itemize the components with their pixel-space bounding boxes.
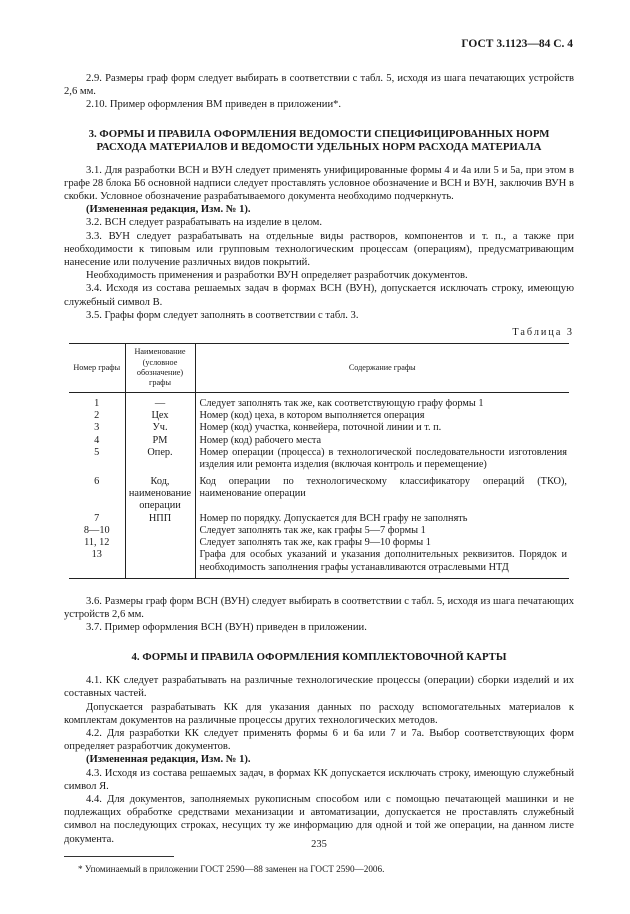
paragraph-3-2: 3.2. ВСН следует разрабатывать на изделие в целом. [86, 217, 323, 229]
paragraph-4-1: 4.1. КК следует разрабатывать на различные технологические процессы (операции) сборки изделий и их составных частей. [64, 675, 574, 700]
table-row [69, 472, 569, 513]
cell-name: Опер. [125, 447, 195, 472]
cell-number: 1 [94, 397, 100, 409]
paragraph-3-5: 3.5. Графы форм следует заполнять в соответствии с табл. 3. [86, 309, 359, 321]
cell-content: Следует заполнять так же, как графы 5—7 формы 1 [195, 525, 569, 537]
table-header-row [69, 344, 569, 393]
cell-number: 2 [94, 410, 100, 422]
cell-number: 5 [94, 447, 100, 459]
cell-name [125, 537, 195, 549]
cell-name: РМ [125, 435, 195, 447]
cell-number: 4 [94, 434, 100, 446]
paragraph-3-7: 3.7. Пример оформления ВСН (ВУН) приведен в приложении. [86, 622, 367, 634]
paragraph-2-10: 2.10. Пример оформления ВМ приведен в приложении*. [86, 99, 342, 111]
table-row [69, 537, 569, 549]
cell-content: Номер операции (процесса) в технологической последовательности изготовления изделия или ремонта изделия (включая контроль и перемещение) [195, 447, 569, 472]
page-number: 235 [311, 839, 327, 850]
cell-name: Код, наименование операции [125, 472, 195, 513]
footnote-divider [64, 856, 174, 857]
table-3 [69, 343, 569, 579]
cell-content: Номер (код) участка, конвейера, поточной линии и т. п. [195, 422, 569, 434]
paragraph-3-1: 3.1. Для разработки ВСН и ВУН следует применять унифицированные формы 4 и 4а или 5 и 5а, при этом в графе 28 блока Б6 основной надписи следует проставлять условное обозначение и ВСН и ВУН, заключив ВУН в скобки. Условное обозначение разрабатываемого документа необходимо подчеркнуть. [64, 164, 574, 203]
footnote: * Упоминаемый в приложении ГОСТ 2590—88 заменен на ГОСТ 2590—2006. [78, 863, 385, 874]
cell-content: Код операции по технологическому классификатору операций (ТКО), наименование операции [195, 472, 569, 513]
change-note-4: (Измененная редакция, Изм. № 1). [86, 754, 251, 766]
paragraph-3-4: 3.4. Исходя из состава решаемых задач в формах ВСН (ВУН), допускается исключать строку, имеющую служебный символ В. [64, 283, 574, 308]
change-note-3: (Измененная редакция, Изм. № 1). [86, 204, 251, 216]
paragraph-4-1-note: Допускается разрабатывать КК для указания данных по расходу вспомогательных материалов к комплектам документов на различные процессы других технологических методов. [64, 701, 574, 726]
section-3-title: 3. ФОРМЫ И ПРАВИЛА ОФОРМЛЕНИЯ ВЕДОМОСТИ СПЕЦИФИЦИРОВАННЫХ НОРМ РАСХОДА МАТЕРИАЛОВ И ВЕДОМОСТИ УДЕЛЬНЫХ НОРМ РАСХОДА МАТЕРИАЛА [88, 127, 550, 154]
table-row [69, 422, 569, 434]
cell-number: 6 [94, 475, 100, 487]
table-row [69, 392, 569, 410]
cell-name: Цех [125, 410, 195, 422]
table-row [69, 410, 569, 422]
column-header-number: Номер графы [69, 344, 125, 393]
cell-content: Номер (код) цеха, в котором выполняется операция [195, 410, 569, 422]
cell-number: 7 [94, 512, 100, 524]
cell-number: 8—10 [83, 524, 110, 536]
cell-name [125, 549, 195, 578]
paragraph-4-2: 4.2. Для разработки КК следует применять формы 6 и 6а или 7 и 7а. Выбор соответствующих форм определяет разработчик документов. [64, 727, 574, 753]
paragraph-2-9: 2.9. Размеры граф форм следует выбирать в соответствии с табл. 5, исходя из шага печатающих устройств 2,6 мм. [64, 73, 574, 98]
section-4-title: 4. ФОРМЫ И ПРАВИЛА ОФОРМЛЕНИЯ КОМПЛЕКТОВОЧНОЙ КАРТЫ [131, 650, 507, 663]
cell-number: 11, 12 [84, 537, 110, 549]
paragraph-3-6: 3.6. Размеры граф форм ВСН (ВУН) следует выбирать в соответствии с табл. 5, исходя из шага печатающих устройств 2,6 мм. [64, 596, 574, 621]
cell-content: Следует заполнять так же, как соответствующую графу формы 1 [195, 392, 569, 410]
column-header-content: Содержание графы [195, 344, 569, 393]
cell-name: Уч. [125, 422, 195, 434]
cell-name: — [125, 392, 195, 410]
running-header: ГОСТ 3.1123—84 С. 4 [461, 38, 573, 50]
cell-name: НПП [125, 513, 195, 525]
cell-content: Следует заполнять так же, как графы 9—10 формы 1 [195, 537, 569, 549]
column-header-name: Наименование (условное обозначение) графы [125, 344, 195, 393]
cell-content: Графа для особых указаний и указания дополнительных реквизитов. Порядок и необходимость заполнения графы устанавливаются отраслевыми НТД [195, 549, 569, 578]
cell-name [125, 525, 195, 537]
table-caption: Таблица 3 [512, 327, 574, 339]
page-body [64, 0, 574, 876]
table-row [69, 549, 569, 578]
cell-content: Номер (код) рабочего места [195, 435, 569, 447]
table-row [69, 513, 569, 525]
cell-number: 3 [94, 422, 100, 434]
table-row [69, 525, 569, 537]
paragraph-4-3: 4.3. Исходя из состава решаемых задач, в формах КК допускается исключать строку, имеющую служебный символ Я. [64, 767, 574, 792]
paragraph-3-3-note: Необходимость применения и разработки ВУН определяет разработчик документов. [86, 270, 468, 282]
paragraph-4-4: 4.4. Для документов, заполняемых рукописным способом или с помощью печатающей машинки и не подлежащих обработке средствами механизации и автоматизации, допускается не проставлять служебный символ на последующих строках, несущих ту же информацию для одной и той же операции, на данном листе документа. [64, 793, 574, 845]
cell-content: Номер по порядку. Допускается для ВСН графу не заполнять [195, 513, 569, 525]
table-row [69, 435, 569, 447]
paragraph-3-3: 3.3. ВУН следует разрабатывать на отдельные виды растворов, компонентов и т. п., а также при необходимости к типовым или групповым технологическим процессам (операциям), предусматривающим нанесение или получение различных видов покрытий. [64, 230, 574, 269]
cell-number: 13 [69, 549, 125, 578]
table-row [69, 447, 569, 472]
